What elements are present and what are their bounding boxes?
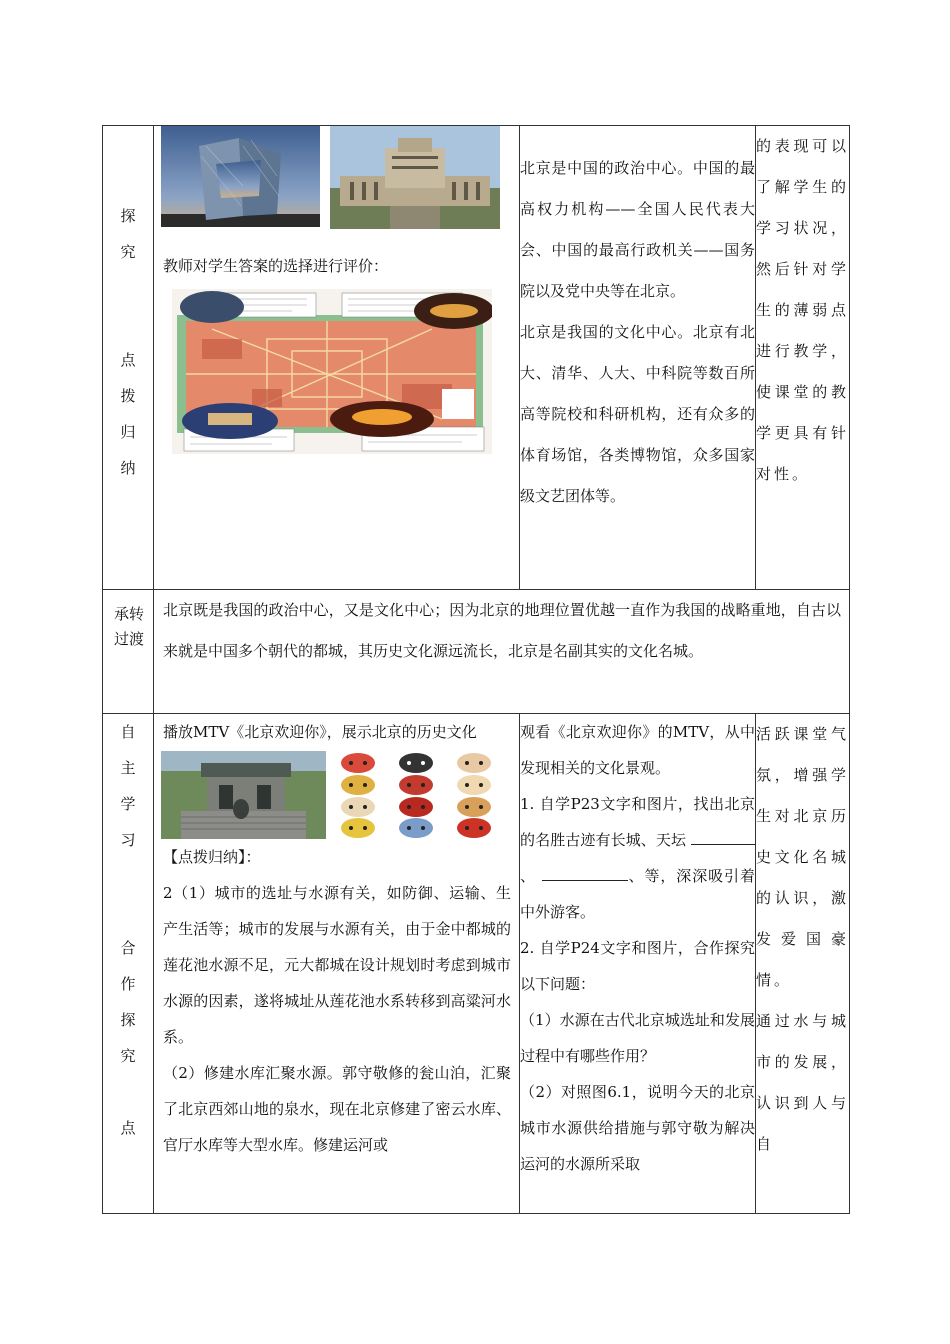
row-chengzhuan bbox=[103, 590, 850, 714]
teacher-cell-tanjiu bbox=[154, 126, 520, 590]
intent-cell-zizhu bbox=[756, 714, 850, 1214]
intent-text-1: 活跃课堂气氛，增强学生对北京历史文化名城的认识，激发爱国豪情。 bbox=[756, 725, 849, 989]
dianbo-heading: 【点拨归纳】： bbox=[163, 848, 261, 866]
intent-cell-tanjiu: 的表现可以了解学生的学习状况，然后针对学生的薄弱点进行教学，使课堂的教学更具有针对性。 bbox=[756, 126, 850, 590]
cultural-center-text: 北京是我国的文化中心。北京有北大、清华、人大、中科院等数百所高等院校和科研机构，还有众多的体育场馆，各类博物馆，众多国家级文艺团体等。 bbox=[520, 323, 755, 505]
mtv-intro-text: 播放MTV《北京欢迎你》，展示北京的历史文化 bbox=[163, 723, 477, 741]
museum-gate-photo bbox=[161, 751, 326, 839]
lesson-table bbox=[102, 125, 850, 1214]
question-2-text: （2）对照图6.1，说明今天的北京城市水源供给措施与郭守敬为解决运河的水源所采取 bbox=[520, 1083, 755, 1173]
stage-cell-zizhu: 自 主 学 习 合 作 探 究 点 bbox=[103, 714, 154, 1214]
student-cell-zizhu bbox=[520, 714, 756, 1214]
teacher-evaluation-text: 教师对学生答案的选择进行评价： bbox=[163, 257, 389, 275]
cctv-building-photo bbox=[161, 126, 320, 227]
stage-cell-chengzhuan: 承转过渡 bbox=[103, 590, 154, 714]
mtv-watch-text: 观看《北京欢迎你》的MTV，从中发现相关的文化景观。 bbox=[520, 723, 755, 777]
task-2-text: 2. 自学P24文字和图片，合作探究以下问题： bbox=[520, 939, 755, 993]
beijing-culture-map bbox=[172, 289, 492, 454]
question-1-text: （1）水源在古代北京城选址和发展过程中有哪些作用？ bbox=[520, 1011, 755, 1065]
peking-opera-masks-photo bbox=[336, 751, 511, 839]
intent-text-2: 通过水与城市的发展，认识到人与自 bbox=[756, 1012, 849, 1153]
political-center-text: 北京是中国的政治中心。中国的最高权力机构——全国人民代表大会、中国的最高行政机关——国务院以及党中央等在北京。 bbox=[520, 159, 755, 300]
row-zizhu bbox=[103, 714, 850, 1214]
government-building-photo bbox=[330, 126, 500, 229]
answer-blank-2[interactable] bbox=[542, 866, 628, 881]
answer-blank-1[interactable] bbox=[691, 830, 755, 845]
row-tanjiu bbox=[103, 126, 850, 590]
transition-text: 北京既是我国的政治中心，又是文化中心；因为北京的地理位置优越一直作为我国的战略重地，自古以来就是中国多个朝代的都城，其历史文化源远流长，北京是名副其实的文化名城。 bbox=[154, 590, 850, 714]
task-1-text: 1. 自学P23文字和图片，找出北京的名胜古迹有长城、天坛 、 、等，深深吸引着中外游客。 bbox=[520, 795, 755, 921]
student-cell-tanjiu bbox=[520, 126, 756, 590]
teacher-cell-zizhu bbox=[154, 714, 520, 1214]
stage-cell-tanjiu: 探 究 点 拨 归 纳 bbox=[103, 126, 154, 590]
water-source-answer-1: 2（1）城市的选址与水源有关，如防御、运输、生产生活等；城市的发展与水源有关，由于金中都城的莲花池水源不足，元大都城在设计规划时考虑到城市水源的因素，遂将城址从莲花池水系转移到高粱河水系。 bbox=[163, 884, 511, 1046]
water-source-answer-2: （2）修建水库汇聚水源。郭守敬修的瓮山泊，汇聚了北京西郊山地的泉水，现在北京修建了密云水库、官厅水库等大型水库。修建运河或 bbox=[163, 1064, 511, 1154]
